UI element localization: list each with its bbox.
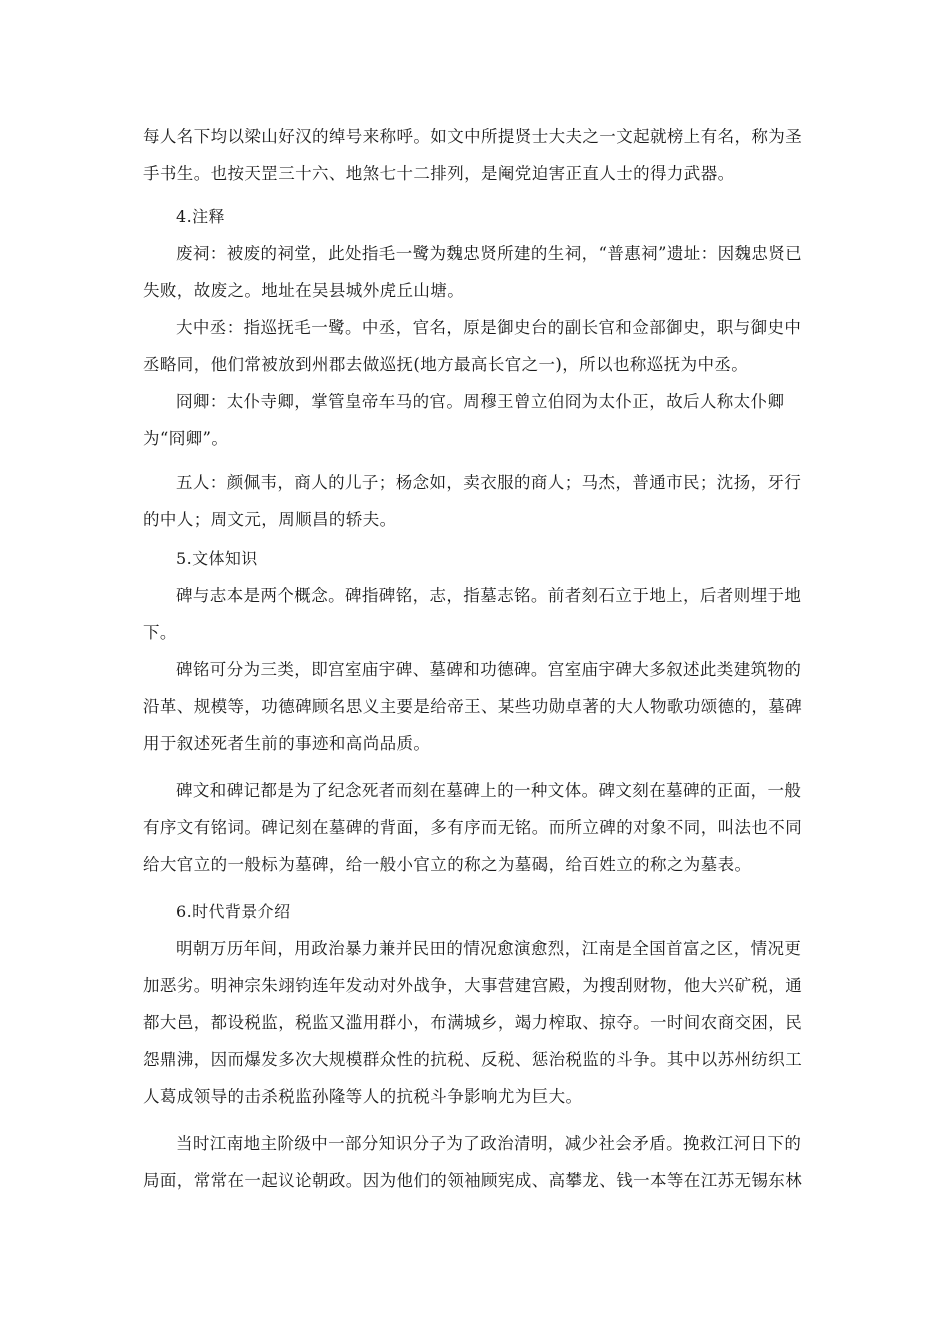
- paragraph-beiming-types: 碑铭可分为三类，即宫室庙宇碑、墓碑和功德碑。宫室庙宇碑大多叙述此类建筑物的沿革、规模等，功德碑顾名思义主要是给帝王、某些功勋卓著的大人物歌功颂德的，墓碑用于叙述死者生前的事迹和高尚品质。: [143, 660, 803, 753]
- paragraph-bei-zhi: 碑与志本是两个概念。碑指碑铭，志，指墓志铭。前者刻石立于地上，后者则埋于地下。: [143, 586, 802, 642]
- paragraph-jiangnan-intellectuals: 当时江南地主阶级中一部分知识分子为了政治清明，减少社会矛盾。挽救江河日下的局面，常常在一起议论朝政。因为他们的领袖顾宪成、高攀龙、钱一本等在江苏无锡东林: [143, 1134, 803, 1190]
- paragraph-wanli: 明朝万历年间，用政治暴力兼并民田的情况愈演愈烈，江南是全国首富之区，情况更加恶劣。明神宗朱翊钧连年发动对外战争，大事营建宫殿，为搜刮财物，他大兴矿税，通都大邑，都设税监，税监又滥用群小，布满城乡，竭力榨取、掠夺。一时间农商交困，民怨鼎沸，因而爆发多次大规模群众性的抗税、反税、惩治税监的斗争。其中以苏州纺织工人葛成领导的击杀税监孙隆等人的抗税斗争影响尤为巨大。: [143, 939, 803, 1106]
- section-heading-genre: 5.文体知识: [176, 549, 258, 568]
- paragraph-jiongqing: 冏卿：太仆寺卿，掌管皇帝车马的官。周穆王曾立伯冏为太仆正，故后人称太仆卿为“冏卿”。: [143, 392, 785, 448]
- paragraph-wuren: 五人：颜佩韦，商人的儿子；杨念如，卖衣服的商人；马杰，普通市民；沈扬，牙行的中人；周文元，周顺昌的轿夫。: [143, 473, 802, 529]
- paragraph-dazhongcheng: 大中丞：指巡抚毛一鹭。中丞，官名，原是御史台的副长官和佥部御史，职与御史中丞略同，他们常被放到州郡去做巡抚(地方最高长官之一)，所以也称巡抚为中丞。: [143, 318, 802, 374]
- paragraph-fengshen-bang: 每人名下均以梁山好汉的绰号来称呼。如文中所提贤士大夫之一文起就榜上有名，称为圣手书生。也按天罡三十六、地煞七十二排列，是阉党迫害正直人士的得力武器。: [143, 127, 803, 183]
- section-heading-annotations: 4.注释: [176, 207, 225, 226]
- paragraph-beiwen-beiji: 碑文和碑记都是为了纪念死者而刻在墓碑上的一种文体。碑文刻在墓碑的正面，一般有序文有铭词。碑记刻在墓碑的背面，多有序而无铭。而所立碑的对象不同，叫法也不同给大官立的一般标为墓碑，给一般小官立的称之为墓碣，给百姓立的称之为墓表。: [143, 781, 803, 874]
- paragraph-feici: 废祠：被废的祠堂，此处指毛一鹭为魏忠贤所建的生祠，“普惠祠”遗址：因魏忠贤已失败，故废之。地址在吴县城外虎丘山塘。: [143, 244, 803, 300]
- section-heading-background: 6.时代背景介绍: [176, 902, 291, 921]
